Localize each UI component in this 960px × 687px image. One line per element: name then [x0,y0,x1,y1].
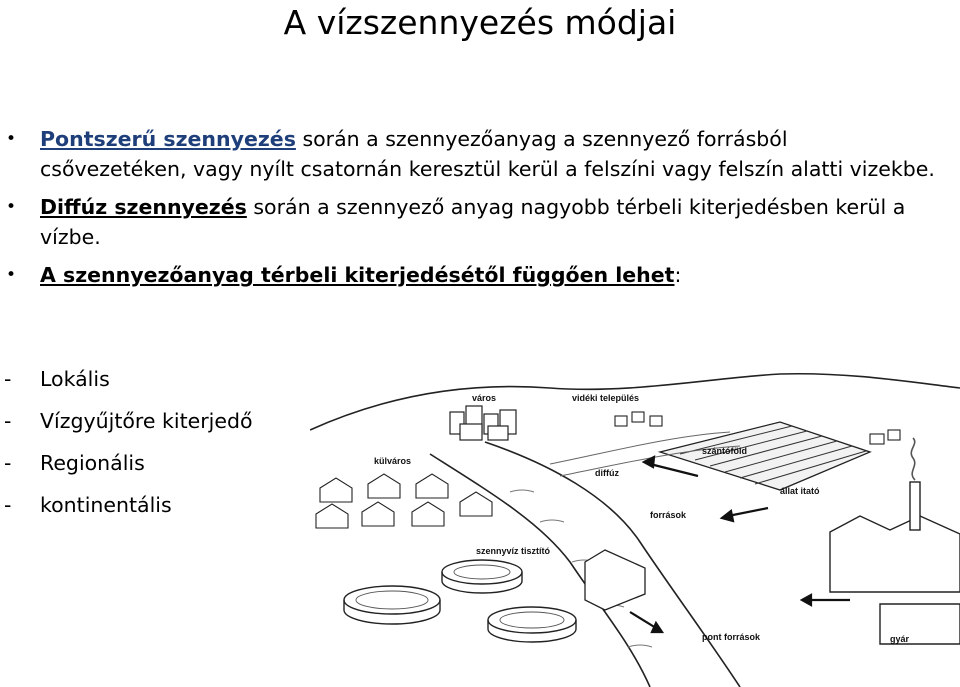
bullet-text: : [674,263,682,287]
list-item: - Regionális [4,451,145,475]
bullet-icon: • [6,129,17,149]
svg-text:gyár: gyár [890,634,910,644]
svg-text:állat itató: állat itató [780,486,820,496]
landscape-illustration [310,372,960,687]
term-extent: A szennyezőanyag térbeli kiterjedésétől függően lehet [40,263,675,287]
field-area [660,422,870,490]
treatment-tanks [344,560,576,642]
svg-text:diffúz: diffúz [595,468,619,478]
bullet-icon: • [6,197,17,217]
term-point-source: Pontszerű szennyezés [40,127,296,151]
list-item: - Vízgyűjtőre kiterjedő [4,409,253,433]
bullet-point-source [6,124,940,184]
bullet-text: során a szennyezőanyag a szennyező forrásból csővezetéken, vagy nyílt csatornán keresztül kerül a felszíni vagy felszín alatti vizekbe. [40,127,935,181]
svg-text:szántóföld: szántóföld [702,446,747,456]
extent-list [0,358,253,526]
city-buildings [450,406,516,440]
bullet-list [6,124,940,298]
svg-text:források: források [650,510,687,520]
page-title: A vízszennyezés módjai [283,3,677,42]
bullet-text: során a szennyező anyag nagyobb térbeli kiterjedésben kerül a vízbe. [40,195,906,249]
factory-smoke [911,438,915,480]
svg-text:külváros: külváros [374,456,412,466]
term-diffuse: Diffúz szennyezés [40,195,247,219]
treatment-building [585,550,645,610]
list-item: - kontinentális [4,493,172,517]
svg-text:szennyvíz tisztító: szennyvíz tisztító [476,546,551,556]
pollution-arrows [630,457,850,632]
factory-buildings [830,482,960,644]
svg-text:pont források: pont források [702,632,761,642]
pollution-diagram [310,372,960,687]
bullet-icon: • [6,265,17,285]
bullet-diffuse [6,192,940,252]
bullet-extent [6,260,940,290]
list-item: - Lokális [4,367,110,391]
svg-text:vidéki település: vidéki település [572,393,640,403]
suburb-houses [316,474,492,528]
svg-text:város: város [472,393,497,403]
